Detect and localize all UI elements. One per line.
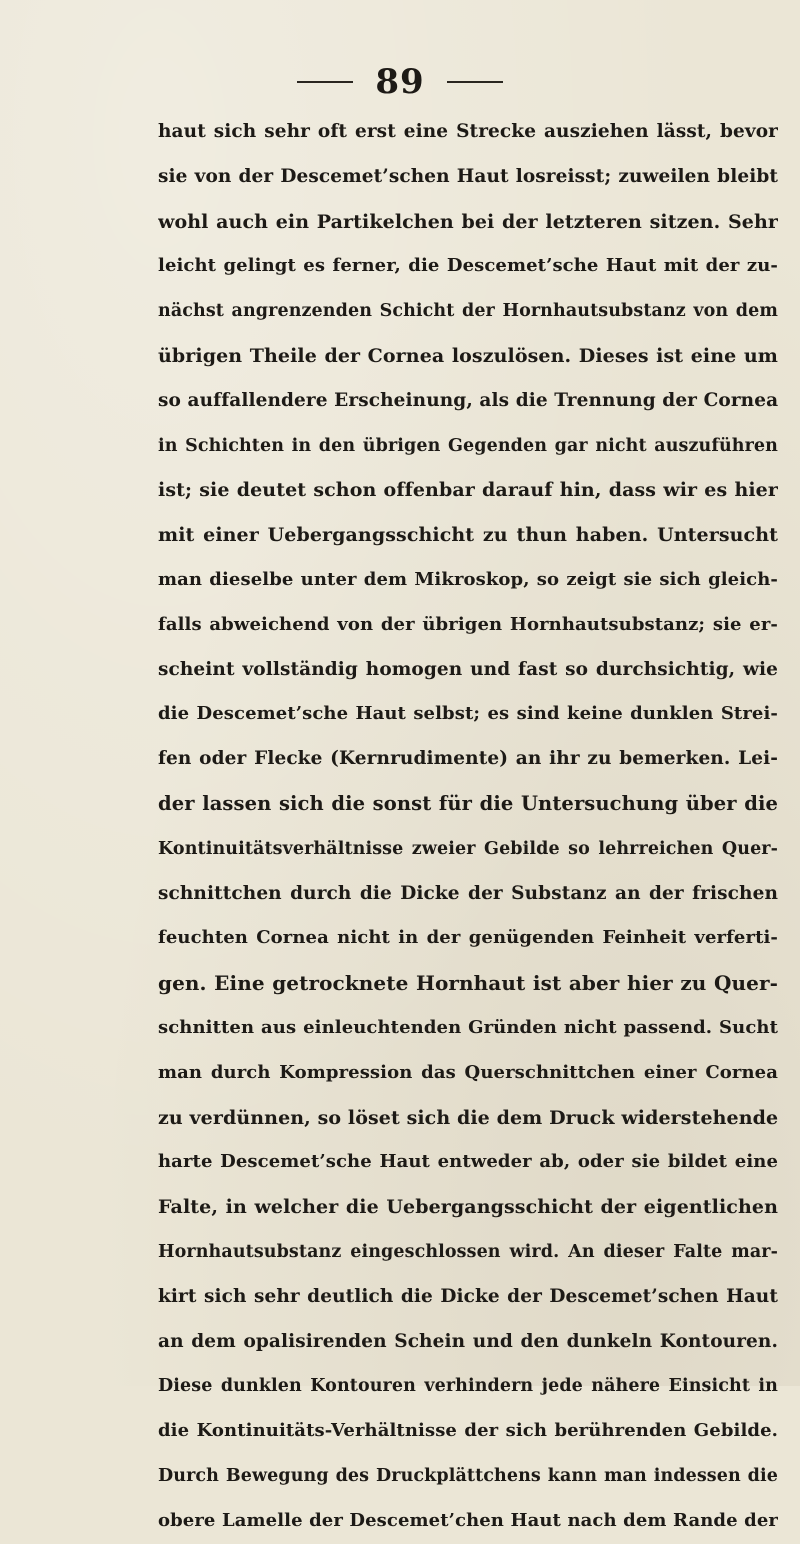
text-line: Kontinuitätsverhältnisse zweier Gebilde so lehrreichen Quer- (158, 838, 778, 859)
header-rule-right (447, 81, 503, 83)
text-line: an dem opalisirenden Schein und den dunkeln Kontouren. (158, 1330, 778, 1352)
text-line: die Kontinuitäts-Verhältnisse der sich berührenden Gebilde. (158, 1420, 778, 1442)
text-line: fen oder Flecke (Kernrudimente) an ihr zu bemerken. Lei- (158, 748, 778, 770)
text-line: leicht gelingt es ferner, die Descemet’sche Haut mit der zu- (158, 255, 778, 277)
text-line: haut sich sehr oft erst eine Strecke ausziehen lässt, bevor (158, 121, 778, 142)
text-line: gen. Eine getrocknete Hornhaut ist aber hier zu Quer- (158, 971, 778, 996)
text-line: feuchten Cornea nicht in der genügenden Feinheit verferti- (158, 927, 778, 949)
text-line: der lassen sich die sonst für die Untersuchung über die (158, 791, 778, 815)
text-line: schnitten aus einleuchtenden Gründen nicht passend. Sucht (158, 1016, 778, 1038)
text-line: harte Descemet’sche Haut entweder ab, oder sie bildet eine (158, 1151, 778, 1173)
text-line: kirt sich sehr deutlich die Dicke der Descemet’schen Haut (158, 1285, 778, 1307)
body-text (158, 110, 778, 1544)
text-line: falls abweichend von der übrigen Hornhautsubstanz; sie er- (158, 613, 778, 635)
text-line: in Schichten in den übrigen Gegenden gar nicht auszuführen (158, 435, 778, 456)
text-line: nächst angrenzenden Schicht der Hornhautsubstanz von dem (158, 301, 778, 322)
text-line: Diese dunklen Kontouren verhindern jede nähere Einsicht in (158, 1376, 778, 1397)
text-line: schnittchen durch die Dicke der Substanz an der frischen (158, 882, 778, 904)
text-line: scheint vollständig homogen und fast so durchsichtig, wie (158, 658, 778, 680)
page-header (0, 62, 800, 102)
text-line: so auffallendere Erscheinung, als die Trennung der Cornea (158, 389, 778, 411)
text-line: übrigen Theile der Cornea loszulösen. Dieses ist eine um (158, 344, 778, 367)
text-line: Hornhautsubstanz eingeschlossen wird. An dieser Falte mar- (158, 1241, 778, 1262)
text-line: sie von der Descemet’schen Haut losreisst; zuweilen bleibt (158, 165, 778, 187)
text-line: zu verdünnen, so löset sich die dem Druck widerstehende (158, 1106, 778, 1129)
text-line: wohl auch ein Partikelchen bei der letzteren sitzen. Sehr (158, 210, 778, 233)
text-line: mit einer Uebergangsschicht zu thun haben. Untersucht (158, 524, 778, 547)
text-line: man dieselbe unter dem Mikroskop, so zeigt sie sich gleich- (158, 568, 778, 590)
text-line: man durch Kompression das Querschnittchen einer Cornea (158, 1061, 778, 1083)
text-line: die Descemet’sche Haut selbst; es sind keine dunklen Strei- (158, 703, 778, 725)
text-line: ist; sie deutet schon offenbar darauf hin, dass wir es hier (158, 479, 778, 502)
text-line: Falte, in welcher die Uebergangsschicht der eigentlichen (158, 1196, 778, 1219)
text-line: obere Lamelle der Descemet’chen Haut nach dem Rande der (158, 1509, 778, 1531)
text-line: Durch Bewegung des Druckplättchens kann man indessen die (158, 1465, 778, 1486)
page-number: 89 (375, 62, 425, 102)
header-rule-left (297, 81, 353, 83)
